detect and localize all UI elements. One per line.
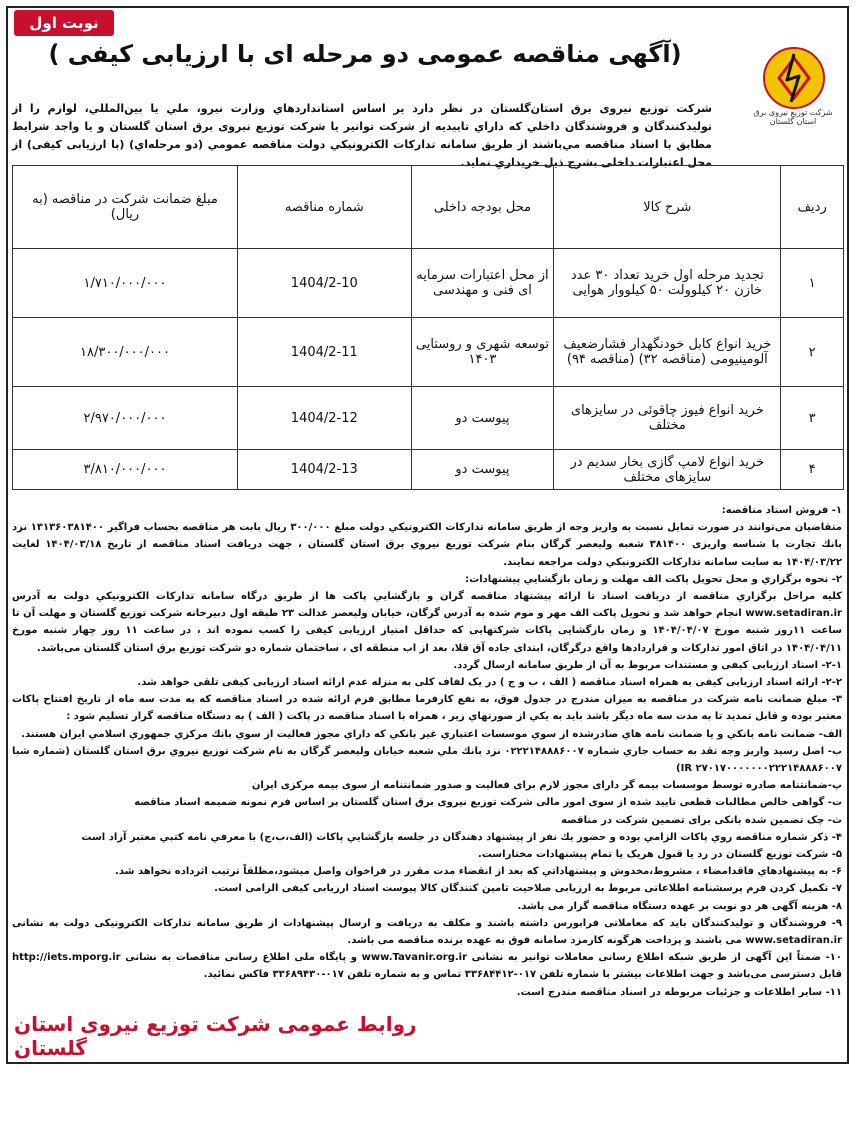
round-badge: نوبت اول [14, 10, 114, 36]
section-paragraph: ۲-۲- ارائه اسناد ارزیابی کیفی به همراه اسناد مناقصه ( الف ، ب و ج ) در یک لفاف کلی به منزله عدم ارائه اسناد ارزیابی کیفی تلقی خواهد شد. [137, 677, 842, 689]
cell-budget: توسعه شهری و روستایی ۱۴۰۳ [411, 318, 554, 387]
table-row [13, 318, 844, 387]
section-paragraph: ۹- فروشندگان و تولیدکنندگان باید که معاملاتی فرابورس داشته باشند و مکلف به دریافت و ارسال پیشنهادات از طریق سامانه تدارکات الکترونیکی دولت به نشانی www.setadiran.ir می باشند و پرداخت هرگونه کارمزد سامانه فوق به عهده برنده مناقصه می باشد. [12, 917, 842, 947]
section-heading: ۱- فروش اسناد مناقصه: [721, 505, 842, 516]
cell-guarantee-amount: ۳/۸۱۰/۰۰۰/۰۰۰ [13, 450, 238, 490]
section-paragraph: ۲-۱- اسناد ارزیابی کیفی و مستندات مربوط به آن از طریق سامانه ارسال گردد. [453, 659, 842, 671]
intro-paragraph: شرکت توزیع نیروی برق استان‌گلستان در نظر دارد بر اساس استانداردهاي وزارت نيرو، ملي يا بين‌المللي، لوازم را از توليدكنندگان و فروشندگان داخلي كه داراي تاييديه از شركت توانير يا شرکت توزیع نیروی برق استان گلستان و يا واجد شرايط مطابق با اسناد مناقصه مي‌باشند از طریق سامانه تداركات الكترونيكي دولت مناقصه عمومي (دو مرحله‌اي) (با ارزیابی کیفی) از محل اعتبارات داخلی بشرح ذيل خريداري نمايد. [12, 102, 712, 169]
notice-title: (آگهی مناقصه عمومی دو مرحله ای با ارزیابی کیفی ) [48, 40, 682, 68]
cell-budget: پیوست دو [411, 387, 554, 450]
table-row [13, 249, 844, 318]
section-paragraph: ۵- شرکت توزیع گلستان در رد یا قبول هریک یا تمام پیشنهادات مختاراست. [477, 849, 842, 861]
public-relations-signature: روابط عمومی شرکت توزیع نیروی استان گلستان [14, 1012, 417, 1060]
section-paragraph: ۴- ذکر شماره مناقصه روي پاكات الزامي بوده و حضور يك نفر از پيشنهاد دهندگان در جلسه بازگشايي پاكات (الف،ب،ج) با معرفي نامه كتبي معتبر آزاد است [81, 831, 842, 843]
section-paragraph: ۱۱- سایر اطلاعات و جزئیات مربوطه در اسناد مناقصه مندرج است. [516, 986, 842, 998]
table-row [13, 450, 844, 490]
cell-guarantee-amount: ۲/۹۷۰/۰۰۰/۰۰۰ [13, 387, 238, 450]
section-paragraph: ۸- هزینه آگهی هر دو نوبت بر عهده دستگاه مناقصه گزار می باشد. [517, 900, 842, 912]
cell-tender-number: 1404/2-11 [237, 318, 411, 387]
section-heading: ۲- نحوه برگزاري و محل تحويل پاكت الف مهلت و زمان بازگشايي پيشنهادات: [465, 573, 842, 585]
cell-tender-number: 1404/2-13 [237, 450, 411, 490]
cell-row-number: ۲ [781, 318, 844, 387]
section-paragraph: ب- اصل رسید واریز وجه نقد به حساب جاري شماره ۰۲۲۲۱۴۸۸۸۶۰۰۷ نزد بانك ملي شعبه خیابان ولیعصر گرگان به نام شركت توزيع نيروي برق استان گلستان (شماره شبا IR ۲۷۰۱۷۰۰۰۰۰۰۰۲۲۲۱۴۸۸۸۶۰۰۷) [12, 745, 842, 775]
cell-budget: از محل اعتبارات سرمایه ای فنی و مهندسی [411, 249, 554, 318]
table-header-row [13, 166, 844, 249]
header-budget: محل بودجه داخلی [411, 166, 554, 249]
section-paragraph: الف- ضمانت نامه بانكي و يا ضمانت نامه هاي صادرشده از سوي موسسات اعتباري غير بانكي كه داراي مجوز فعاليت از سوي بانك مركزي جمهوري اسلامي ايران هستند. [21, 728, 842, 740]
cell-guarantee-amount: ۱/۷۱۰/۰۰۰/۰۰۰ [13, 249, 238, 318]
cell-tender-number: 1404/2-12 [237, 387, 411, 450]
header-description: شرح کالا [554, 166, 781, 249]
cell-description: خرید انواع فیوز چاقوئی در سایزهای مختلف [554, 387, 781, 450]
section-paragraph: متقاضیان می‌توانند در صورت تمایل نسبت به واریز وجه از طريق سامانه تداركات الكترونيكي دولت مبلغ ۳۰۰/۰۰۰ ريال بابت هر مناقصه بحساب فراگیر ۱۳۱۳۶۰۳۸۱۴۰۰ نزد بانك تجارت با شناسه واریزی ۳۸۱۴۰۰ شعبه ولیعصر گرگان بنام شركت توزيع نيروي برق استان گلستان ، جهت دریافت اسناد مناقصه از تاریخ ۱۴۰۴/۰۳/۱۸ لغایت ۱۴۰۴/۰۳/۲۲ به سایت سامانه تداركات الكترونيكي دولت مراجعه نمايند. [12, 522, 842, 568]
section-paragraph: ت- گواهی خالص مطالبات قطعی تایید شده از سوی امور مالی شرکت توزیع نیروی برق استان گلستان بر اساس فرم نمونه ضمیمه اسناد مناقصه [134, 797, 842, 809]
section-paragraph: ۱۰- ضمناً این آگهی از طریق شبکه اطلاع رسانی معاملات توانیر به نشانی www.Tavanir.org.ir و پایگاه ملی اطلاع رسانی مناقصات به نشانی http://iets.mporg.ir قابل دسترسی می‌باشد و جهت اطلاعات بیشتر با شماره تلفن ۰۱۷-۳۳۶۸۴۴۱۲ تماس و به شماره تلفن ۰۱۷-۳۳۶۸۹۴۳۰ فاکس نمائید. [12, 952, 842, 981]
header-row-number: ردیف [781, 166, 844, 249]
cell-description: تجدید مرحله اول خرید تعداد ۳۰ عدد خازن ۲۰ کیلوولت ۵۰ کیلووار هوایی [554, 249, 781, 318]
cell-guarantee-amount: ۱۸/۳۰۰/۰۰۰/۰۰۰ [13, 318, 238, 387]
cell-description: خرید انواع کابل خودنگهدار فشارضعیف آلومینیومی (مناقصه ۳۲) (مناقصه ۹۴) [554, 318, 781, 387]
section-paragraph: كليه مراحل برگزاري مناقصه از دريافت اسناد تا ارائه پيشنهاد مناقصه گران و بازگشايي پاكت ها از طريق درگاه سامانه تداركات الكترونيكي دولت به آدرس www.setadiran.ir انجام خواهد شد و تحويل پاکت الف مهر و موم شده به آدرس گرگان، خیابان ولیعصر عدالت ۲۳ طبقه اول دبیرخانه شرکت توزیع گلستان و مهلت آن تا ساعت ۱۱روز شنبه مورخ ۱۴۰۴/۰۴/۰۷ و زمان بازگشایی پاکات شرکتهایی که حداقل امتیاز ارزیابی کیفی را کسب نموده اند ، در ساعت ۱۱ روز چهار شنبه مورخ ۱۴۰۴/۰۴/۱۱ در اتاق امور تدارکات و قراردادها واقع درگرگان، ابتدای جاده آق قلا، بعد از اب منطقه ای ، ساختمان شماره دو شرکت توزیع برق استان گلستان می‌باشد. [12, 591, 842, 654]
section-paragraph: ۷- تکمیل کردن فرم پرسشنامه اطلاعاتی مربوط به ارزیابی صلاحیت تامین کنندگان کالا پیوست اسناد ارزیابی کیفی الزامی است. [214, 883, 842, 895]
cell-row-number: ۴ [781, 450, 844, 490]
section-paragraph: پ-ضمانتنامه صادره توسط موسسات بیمه گر دارای مجوز لازم برای فعالیت و صدور ضمانتنامه از سوی بیمه مرکزی ایران [251, 780, 842, 792]
section-paragraph: ۳- مبلغ ضمانت نامه شركت در مناقصه به ميزان مندرج در جدول فوق، به نفع كارفرما مطابق فرم ارائه شده در اسناد مناقصه كه به مدت سه ماه از تاريخ افتتاح پاكات معتبر بوده و قابل تمدید تا به مدت سه ماه دیگر باشد بايد به يكي از صورتهاي زير ، همراه با اسناد مناقصه در پاكت ( الف ) به دستگاه مناقصه گزار تسليم شود : [12, 694, 842, 723]
section-paragraph: ث- چک تضمین شده بانکی برای تضمین شرکت در مناقصه [561, 814, 842, 826]
section-paragraph: ۶- به پيشنهادهاي فاقدامضاء ، مشروط،مخدوش و پيشنهاداتي كه بعد از انقضاء مدت مقرر در فراخوان واصل ميشود،مطلقاً ترتيب اثرداده نخواهد شد. [115, 866, 842, 878]
cell-tender-number: 1404/2-10 [237, 249, 411, 318]
cell-budget: پیوست دو [411, 450, 554, 490]
conditions-text [12, 502, 842, 1001]
table-row [13, 387, 844, 450]
header-guarantee-amount: مبلغ ضمانت شرکت در مناقصه (به ریال) [13, 166, 238, 249]
logo-caption: شرکت توزیع نیروی برق استان گلستان [753, 108, 833, 126]
cell-row-number: ۱ [781, 249, 844, 318]
tender-table [12, 165, 844, 490]
cell-row-number: ۳ [781, 387, 844, 450]
header-tender-number: شماره مناقصه [237, 166, 411, 249]
cell-description: خرید انواع لامپ گازی بخار سدیم در سایزهای مختلف [554, 450, 781, 490]
